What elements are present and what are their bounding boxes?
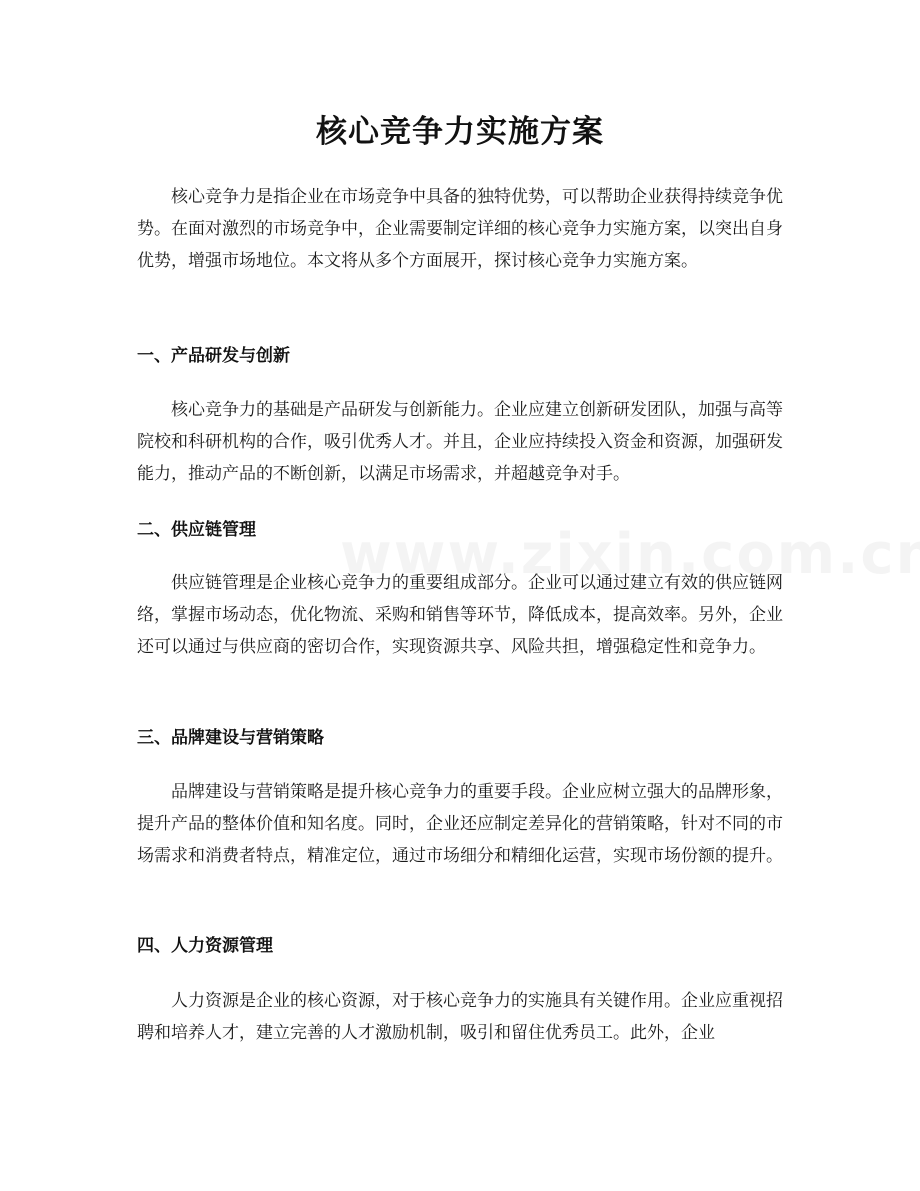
section-body-supply-chain: 供应链管理是企业核心竞争力的重要组成部分。企业可以通过建立有效的供应链网络，掌握市场动态，优化物流、采购和销售等环节，降低成本，提高效率。另外，企业还可以通过与供应商的密切合作，实现资源共享、风险共担，增强稳定性和竞争力。 [137,573,783,657]
section-heading-brand-marketing: 三、品牌建设与营销策略 [137,728,324,748]
document-title: 核心竞争力实施方案 [316,114,604,150]
section-body-product-rd: 核心竞争力的基础是产品研发与创新能力。企业应建立创新研发团队，加强与高等院校和科研机构的合作，吸引优秀人才。并且，企业应持续投入资金和资源，加强研发能力，推动产品的不断创新，以满足市场需求，并超越竞争对手。 [137,400,783,484]
section-heading-supply-chain: 二、供应链管理 [137,520,256,540]
section-body-brand-marketing: 品牌建设与营销策略是提升核心竞争力的重要手段。企业应树立强大的品牌形象，提升产品的整体价值和知名度。同时，企业还应制定差异化的营销策略，针对不同的市场需求和消费者特点，精准定位，通过市场细分和精细化运营，实现市场份额的提升。 [137,782,783,866]
section-heading-human-resources: 四、人力资源管理 [137,936,273,956]
intro-paragraph: 核心竞争力是指企业在市场竞争中具备的独特优势，可以帮助企业获得持续竞争优势。在面对激烈的市场竞争中，企业需要制定详细的核心竞争力实施方案，以突出自身优势，增强市场地位。本文将从多个方面展开，探讨核心竞争力实施方案。 [137,187,783,271]
section-heading-product-rd: 一、产品研发与创新 [137,346,290,366]
section-body-human-resources: 人力资源是企业的核心资源，对于核心竞争力的实施具有关键作用。企业应重视招聘和培养人才，建立完善的人才激励机制，吸引和留住优秀员工。此外，企业 [137,991,783,1043]
